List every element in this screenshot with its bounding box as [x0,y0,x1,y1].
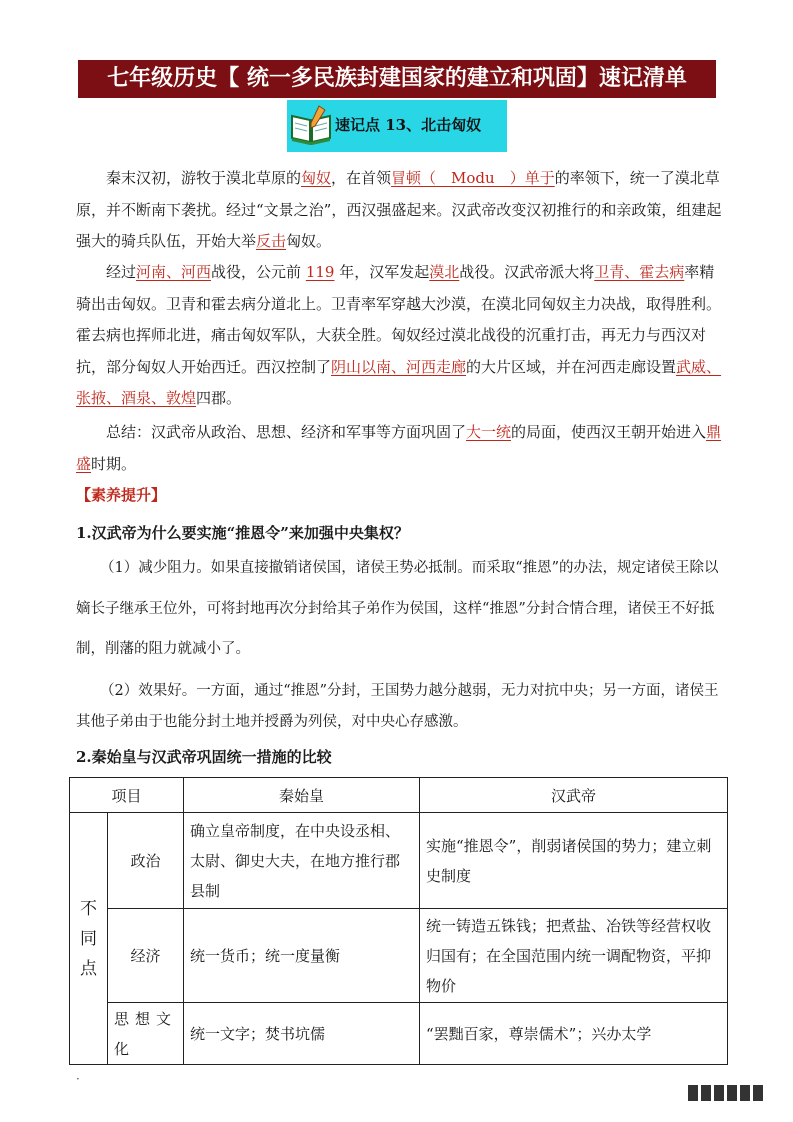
row-group-label: 不同点 [70,813,108,1065]
qin-cell: 统一文字；焚书坑儒 [184,1003,420,1065]
han-cell: “罢黜百家，尊崇儒术”；兴办太学 [420,1003,728,1065]
comparison-table [69,777,728,1065]
knowledge-point-header [287,100,507,152]
category-cell: 思想文化 [108,1003,184,1065]
key-term: 冒顿（ Modu ）单于 [391,169,555,187]
key-term: 阴山以南、河西走廊 [331,357,467,376]
knowledge-point-label: 速记点 13、北击匈奴 [335,116,482,134]
key-term: 卫青、霍去病 [594,263,685,281]
han-cell: 实施“推恩令”，削弱诸侯国的势力；建立刺史制度 [420,813,728,909]
watermark-bars-icon [688,1085,772,1103]
key-term: 大一统 [466,423,512,441]
paragraph-mobei-campaign: 经过河南、河西战役，公元前 119 年，汉军发起漠北战役。汉武帝派大将卫青、霍去病率精骑出击匈奴。卫青和霍去病分道北上。卫青率军穿越大沙漠，在漠北同匈奴主力决战，取得胜利。霍去病也挥师北进，痛击匈奴军队，大获全胜。匈奴经过漠北战役的沉重打击，再无力与西汉对抗，部分匈奴人开始西迁。西汉控制了阴山以南、河西走廊的大片区域，并在河西走廊设置武威、张掖、酒泉、敦煌四郡。 [76,263,722,407]
key-term: 匈奴 [301,169,332,187]
table-row [70,1003,728,1065]
table-row [70,909,728,1003]
category-cell: 经济 [108,909,184,1003]
key-term: 反击 [256,232,287,250]
table-header: 汉武帝 [420,778,728,813]
paragraph-summary: 总结：汉武帝从政治、思想、经济和军事等方面巩固了大一统的局面，使西汉王朝开始进入鼎盛时期。 [76,423,722,473]
answer-1-part-2: （2）效果好。一方面，通过“推恩”分封，王国势力越分越弱，无力对抗中央；另一方面，诸侯王其他子弟由于也能分封土地并授爵为列侯，对中央心存感激。 [76,683,719,730]
key-term: 鼎盛 [76,423,722,473]
key-term: 漠北 [429,263,460,281]
han-cell: 统一铸造五铢钱；把煮盐、冶铁等经营权收归国有；在全国范围内统一调配物资，平抑物价 [420,909,728,1003]
table-row [70,813,728,909]
table-header: 秦始皇 [184,778,420,813]
book-pencil-icon [289,104,333,146]
key-term: 武威、张掖、酒泉、敦煌 [76,357,722,407]
category-cell: 政治 [108,813,184,909]
table-header-row [70,778,728,813]
page-mark: · [76,1072,80,1086]
question-1: 1.汉武帝为什么要实施“推恩令”来加强中央集权？ [76,524,409,542]
key-term: 119 [305,263,335,281]
qin-cell: 确立皇帝制度，在中央设丞相、太尉、御史大夫，在地方推行郡县制 [184,813,420,909]
qin-cell: 统一货币；统一度量衡 [184,909,420,1003]
answer-1-part-1: （1）减少阻力。如果直接撤销诸侯国，诸侯王势必抵制。而采取“推恩”的办法，规定诸侯王除以嫡长子继承王位外，可将封地再次分封给其子弟作为侯国，这样“推恩”分封合情合理，诸侯王不好抵制，削藩的阻力就减小了。 [76,560,719,657]
document-title: 七年级历史【 统一多民族封建国家的建立和巩固】速记清单 [78,60,716,98]
paragraph-xiongnu-intro: 秦末汉初，游牧于漠北草原的匈奴，在首领冒顿（ Modu ）单于的率领下，统一了漠北草原，并不断南下袭扰。经过“文景之治”，西汉强盛起来。汉武帝改变汉初推行的和亲政策，组建起强大的骑兵队伍，开始大举反击匈奴。 [76,169,722,250]
question-2: 2.秦始皇与汉武帝巩固统一措施的比较 [76,748,332,766]
section-tag: 【素养提升】 [76,486,167,504]
key-term: 河南、河西 [136,263,212,281]
table-header: 项目 [70,778,184,813]
